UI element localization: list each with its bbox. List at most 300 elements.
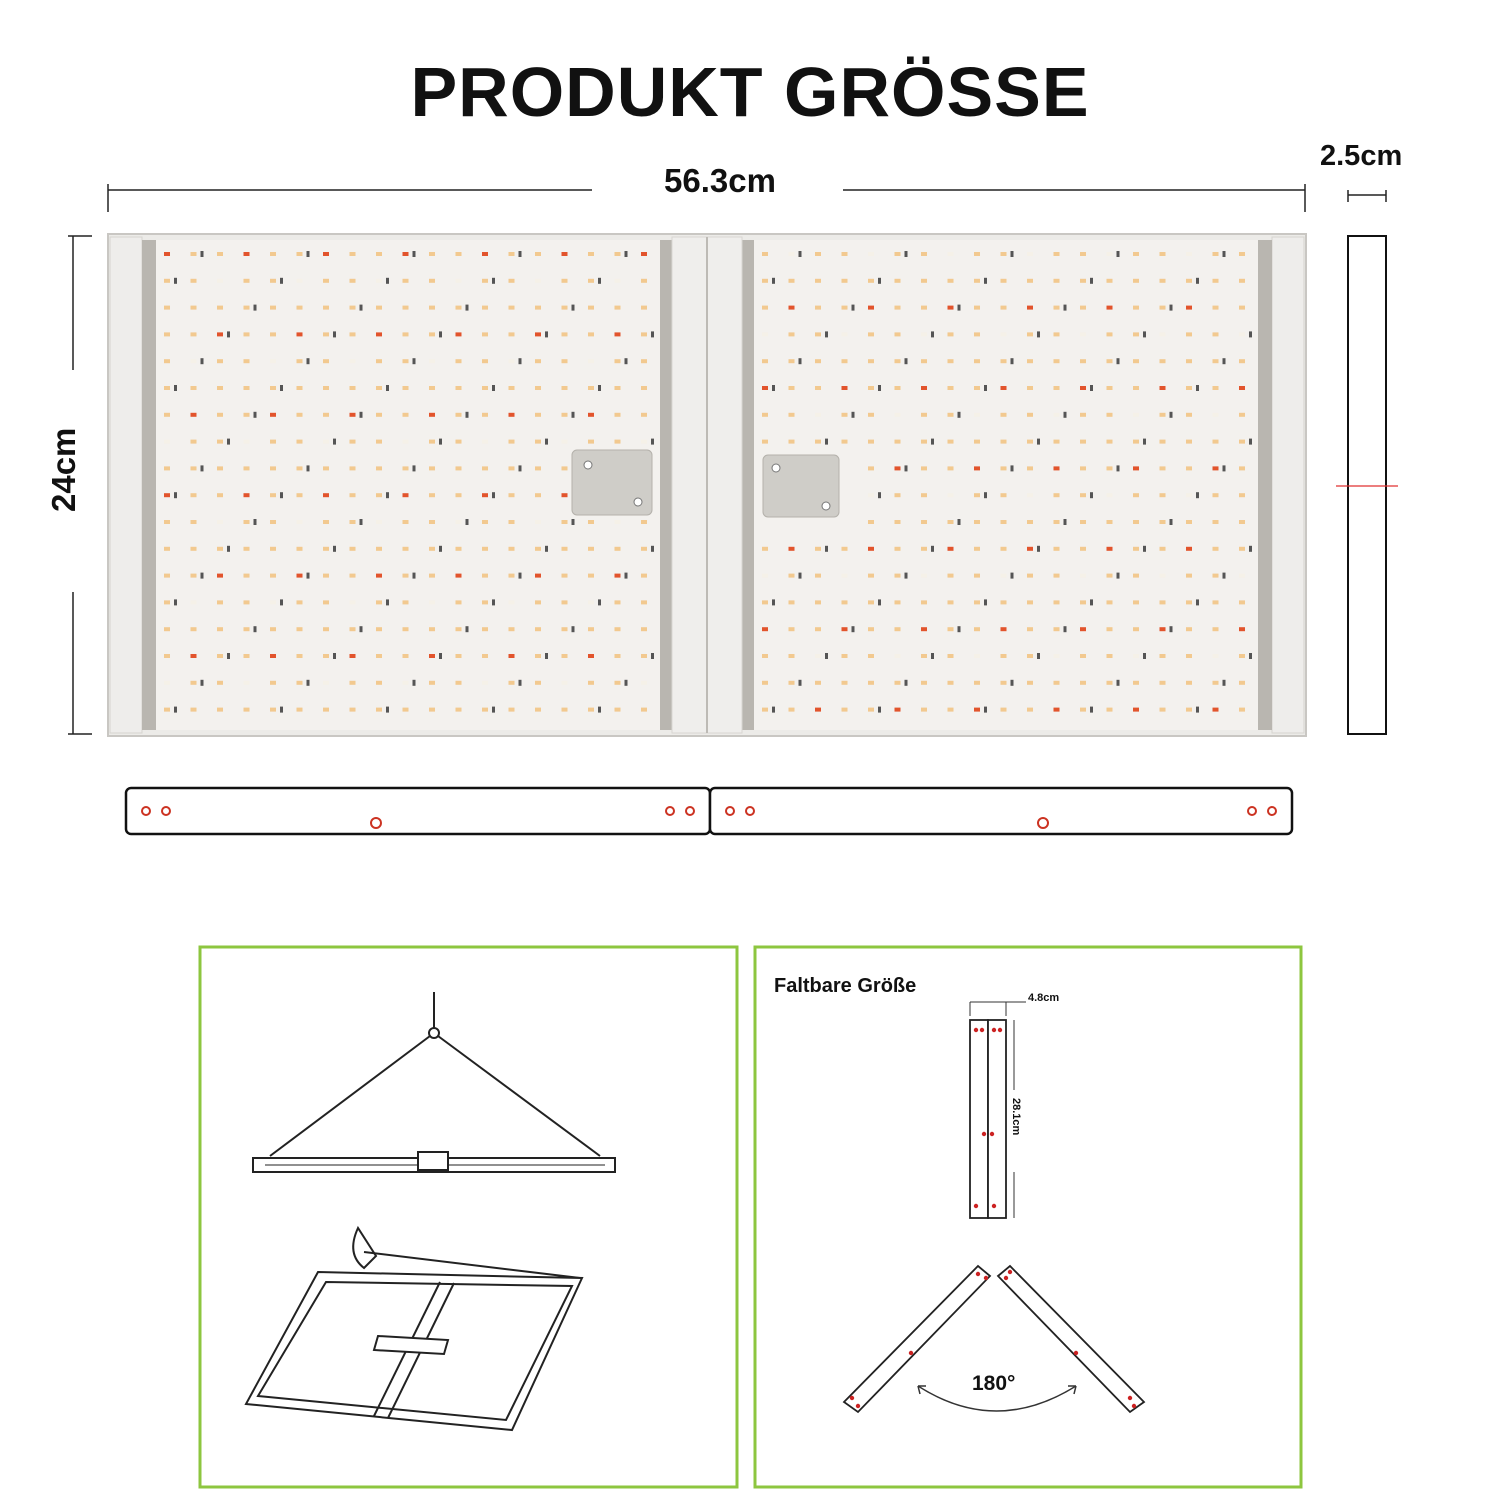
led-resistor xyxy=(772,707,775,713)
led-chip xyxy=(588,359,594,363)
led-chip xyxy=(244,332,250,336)
led-resistor xyxy=(984,707,987,713)
led-resistor xyxy=(1223,573,1226,579)
led-chip xyxy=(815,279,821,283)
led-chip xyxy=(323,466,329,470)
led-resistor xyxy=(1170,626,1173,632)
led-chip xyxy=(1027,574,1033,578)
led-chip xyxy=(1186,600,1192,604)
led-chip xyxy=(1080,386,1086,390)
led-chip xyxy=(297,600,303,604)
led-chip xyxy=(297,520,303,524)
led-chip xyxy=(762,306,768,310)
led-chip xyxy=(1239,574,1245,578)
led-chip xyxy=(868,440,874,444)
led-resistor xyxy=(1249,653,1252,659)
led-chip xyxy=(641,332,647,336)
led-chip xyxy=(509,359,515,363)
led-chip xyxy=(270,413,276,417)
led-chip xyxy=(164,413,170,417)
led-resistor xyxy=(1090,385,1093,391)
led-chip xyxy=(762,440,768,444)
led-resistor xyxy=(519,680,522,686)
led-resistor xyxy=(519,358,522,364)
led-chip xyxy=(921,466,927,470)
led-chip xyxy=(456,627,462,631)
led-chip xyxy=(376,386,382,390)
led-resistor xyxy=(905,680,908,686)
led-chip xyxy=(403,279,409,283)
led-chip xyxy=(1186,520,1192,524)
led-resistor xyxy=(439,546,442,552)
led-chip xyxy=(1107,708,1113,712)
led-chip xyxy=(1054,386,1060,390)
led-chip xyxy=(1080,252,1086,256)
led-chip xyxy=(1001,413,1007,417)
led-resistor xyxy=(852,412,855,418)
led-chip xyxy=(1133,520,1139,524)
led-chip xyxy=(1160,547,1166,551)
led-chip xyxy=(948,332,954,336)
led-chip xyxy=(270,359,276,363)
led-resistor xyxy=(201,680,204,686)
led-chip xyxy=(1160,332,1166,336)
led-chip xyxy=(244,413,250,417)
led-chip xyxy=(815,681,821,685)
led-chip xyxy=(429,386,435,390)
led-chip xyxy=(1213,547,1219,551)
led-chip xyxy=(456,252,462,256)
led-chip xyxy=(1107,547,1113,551)
led-chip xyxy=(948,654,954,658)
led-chip xyxy=(588,627,594,631)
led-chip xyxy=(1080,332,1086,336)
led-chip xyxy=(641,574,647,578)
led-chip xyxy=(350,708,356,712)
led-chip xyxy=(842,413,848,417)
led-chip xyxy=(1027,520,1033,524)
led-chip xyxy=(350,466,356,470)
led-chip xyxy=(921,627,927,631)
led-resistor xyxy=(772,385,775,391)
led-resistor xyxy=(227,331,230,337)
led-chip xyxy=(244,493,250,497)
led-chip xyxy=(323,440,329,444)
led-chip xyxy=(244,654,250,658)
driver-box-left xyxy=(572,450,652,515)
led-chip xyxy=(1027,306,1033,310)
led-chip xyxy=(509,413,515,417)
led-chip xyxy=(350,252,356,256)
led-chip xyxy=(1080,520,1086,524)
led-chip xyxy=(191,252,197,256)
led-chip xyxy=(1160,520,1166,524)
led-chip xyxy=(1239,279,1245,283)
led-chip xyxy=(1001,386,1007,390)
led-resistor xyxy=(799,573,802,579)
led-chip xyxy=(191,332,197,336)
led-chip xyxy=(1239,547,1245,551)
led-chip xyxy=(1054,681,1060,685)
led-chip xyxy=(403,359,409,363)
led-chip xyxy=(1133,386,1139,390)
led-chip xyxy=(509,493,515,497)
led-chip xyxy=(974,359,980,363)
led-resistor xyxy=(772,278,775,284)
led-chip xyxy=(509,654,515,658)
led-chip xyxy=(562,466,568,470)
led-chip xyxy=(535,440,541,444)
led-resistor xyxy=(825,546,828,552)
led-chip xyxy=(1213,466,1219,470)
led-chip xyxy=(535,306,541,310)
led-chip xyxy=(762,627,768,631)
led-chip xyxy=(217,708,223,712)
led-resistor xyxy=(651,653,654,659)
led-chip xyxy=(376,681,382,685)
led-chip xyxy=(1107,306,1113,310)
led-chip xyxy=(323,708,329,712)
led-chip xyxy=(1186,386,1192,390)
led-chip xyxy=(615,627,621,631)
led-chip xyxy=(1080,574,1086,578)
led-chip xyxy=(350,386,356,390)
led-chip xyxy=(1107,332,1113,336)
led-chip xyxy=(1107,279,1113,283)
led-chip xyxy=(868,386,874,390)
led-chip xyxy=(1186,440,1192,444)
led-resistor xyxy=(280,707,283,713)
led-chip xyxy=(244,681,250,685)
led-resistor xyxy=(1090,492,1093,498)
led-resistor xyxy=(905,251,908,257)
led-chip xyxy=(762,252,768,256)
led-chip xyxy=(815,306,821,310)
led-chip xyxy=(482,654,488,658)
led-chip xyxy=(1001,627,1007,631)
led-chip xyxy=(868,520,874,524)
led-resistor xyxy=(492,385,495,391)
led-chip xyxy=(762,681,768,685)
led-chip xyxy=(191,493,197,497)
led-chip xyxy=(1001,600,1007,604)
led-chip xyxy=(562,520,568,524)
led-resistor xyxy=(651,331,654,337)
led-chip xyxy=(244,547,250,551)
depth-dimension-label: 2.5cm xyxy=(1320,140,1403,172)
led-chip xyxy=(323,252,329,256)
led-chip xyxy=(588,252,594,256)
folded-panel-view xyxy=(970,1020,1006,1218)
led-chip xyxy=(562,279,568,283)
led-chip xyxy=(974,386,980,390)
led-chip xyxy=(641,359,647,363)
led-chip xyxy=(1107,413,1113,417)
fold-angle-label: 180° xyxy=(972,1372,1016,1395)
led-chip xyxy=(456,279,462,283)
led-chip xyxy=(789,654,795,658)
led-chip xyxy=(350,359,356,363)
led-chip xyxy=(376,413,382,417)
led-chip xyxy=(376,332,382,336)
led-chip xyxy=(615,332,621,336)
led-chip xyxy=(270,493,276,497)
led-resistor xyxy=(1011,465,1014,471)
led-chip xyxy=(974,627,980,631)
led-resistor xyxy=(1249,546,1252,552)
led-chip xyxy=(403,681,409,685)
led-chip xyxy=(1054,547,1060,551)
led-resistor xyxy=(825,439,828,445)
led-chip xyxy=(350,332,356,336)
led-resistor xyxy=(1090,599,1093,605)
led-resistor xyxy=(1064,519,1067,525)
led-resistor xyxy=(492,599,495,605)
led-chip xyxy=(1027,413,1033,417)
led-chip xyxy=(921,708,927,712)
led-resistor xyxy=(1037,439,1040,445)
led-chip xyxy=(456,520,462,524)
led-chip xyxy=(762,386,768,390)
led-chip xyxy=(217,279,223,283)
led-chip xyxy=(895,386,901,390)
led-chip xyxy=(217,574,223,578)
led-chip xyxy=(297,332,303,336)
led-chip xyxy=(403,520,409,524)
led-chip xyxy=(641,386,647,390)
led-chip xyxy=(1054,574,1060,578)
led-chip xyxy=(350,574,356,578)
led-resistor xyxy=(439,331,442,337)
led-chip xyxy=(948,681,954,685)
led-chip xyxy=(191,413,197,417)
led-chip xyxy=(1160,279,1166,283)
led-chip xyxy=(1001,708,1007,712)
led-chip xyxy=(895,520,901,524)
led-resistor xyxy=(799,358,802,364)
led-chip xyxy=(895,279,901,283)
led-resistor xyxy=(1011,358,1014,364)
led-chip xyxy=(535,386,541,390)
led-chip xyxy=(641,600,647,604)
led-chip xyxy=(509,279,515,283)
led-chip xyxy=(1160,252,1166,256)
led-chip xyxy=(1239,654,1245,658)
led-resistor xyxy=(1037,546,1040,552)
led-chip xyxy=(376,466,382,470)
led-chip xyxy=(270,708,276,712)
led-chip xyxy=(1160,654,1166,658)
led-chip xyxy=(429,600,435,604)
led-chip xyxy=(562,440,568,444)
led-resistor xyxy=(307,358,310,364)
led-chip xyxy=(1186,547,1192,551)
led-chip xyxy=(535,279,541,283)
led-resistor xyxy=(174,599,177,605)
led-chip xyxy=(1160,627,1166,631)
led-chip xyxy=(456,359,462,363)
led-chip xyxy=(815,386,821,390)
led-resistor xyxy=(1196,278,1199,284)
led-chip xyxy=(535,493,541,497)
led-chip xyxy=(350,520,356,524)
led-chip xyxy=(535,466,541,470)
led-chip xyxy=(323,547,329,551)
led-chip xyxy=(1054,654,1060,658)
led-resistor xyxy=(333,331,336,337)
led-chip xyxy=(323,681,329,685)
led-chip xyxy=(350,600,356,604)
led-chip xyxy=(1133,466,1139,470)
led-resistor xyxy=(280,492,283,498)
led-chip xyxy=(164,332,170,336)
led-resistor xyxy=(201,573,204,579)
led-chip xyxy=(895,359,901,363)
led-chip xyxy=(482,708,488,712)
led-resistor xyxy=(1117,680,1120,686)
led-chip xyxy=(895,252,901,256)
led-chip xyxy=(323,574,329,578)
led-chip xyxy=(1133,681,1139,685)
led-chip xyxy=(868,413,874,417)
led-chip xyxy=(323,386,329,390)
led-chip xyxy=(456,681,462,685)
led-resistor xyxy=(799,680,802,686)
led-chip xyxy=(1080,466,1086,470)
led-chip xyxy=(217,493,223,497)
led-resistor xyxy=(1249,439,1252,445)
led-chip xyxy=(217,681,223,685)
led-chip xyxy=(482,547,488,551)
led-resistor xyxy=(307,251,310,257)
led-chip xyxy=(1054,466,1060,470)
led-chip xyxy=(974,600,980,604)
led-resistor xyxy=(905,465,908,471)
led-resistor xyxy=(931,653,934,659)
led-chip xyxy=(297,306,303,310)
led-chip xyxy=(868,359,874,363)
led-resistor xyxy=(1117,573,1120,579)
led-chip xyxy=(217,654,223,658)
led-chip xyxy=(164,493,170,497)
led-chip xyxy=(191,279,197,283)
led-chip xyxy=(217,252,223,256)
led-chip xyxy=(842,252,848,256)
led-chip xyxy=(297,681,303,685)
led-chip xyxy=(456,466,462,470)
led-chip xyxy=(1160,466,1166,470)
led-chip xyxy=(1027,359,1033,363)
led-chip xyxy=(403,386,409,390)
led-chip xyxy=(868,493,874,497)
led-resistor xyxy=(1064,305,1067,311)
led-resistor xyxy=(931,439,934,445)
led-chip xyxy=(641,520,647,524)
led-chip xyxy=(895,547,901,551)
led-chip xyxy=(815,359,821,363)
led-chip xyxy=(535,681,541,685)
led-chip xyxy=(762,279,768,283)
led-chip xyxy=(244,306,250,310)
led-chip xyxy=(509,386,515,390)
led-chip xyxy=(895,681,901,685)
led-chip xyxy=(562,600,568,604)
led-chip xyxy=(456,386,462,390)
led-chip xyxy=(974,654,980,658)
led-chip xyxy=(815,600,821,604)
height-dimension-label: 24cm xyxy=(45,427,82,512)
led-chip xyxy=(815,654,821,658)
led-chip xyxy=(1186,252,1192,256)
led-chip xyxy=(297,627,303,631)
led-chip xyxy=(1160,493,1166,497)
led-chip xyxy=(1107,574,1113,578)
led-chip xyxy=(588,681,594,685)
led-chip xyxy=(244,440,250,444)
led-resistor xyxy=(984,492,987,498)
led-chip xyxy=(868,279,874,283)
folded-width-label: 4.8cm xyxy=(1028,992,1060,1004)
led-chip xyxy=(403,654,409,658)
led-chip xyxy=(350,681,356,685)
led-chip xyxy=(789,332,795,336)
led-chip xyxy=(948,252,954,256)
led-chip xyxy=(789,413,795,417)
led-chip xyxy=(615,708,621,712)
led-chip xyxy=(1133,440,1139,444)
led-chip xyxy=(429,574,435,578)
led-chip xyxy=(789,252,795,256)
led-chip xyxy=(217,600,223,604)
led-resistor xyxy=(984,278,987,284)
led-resistor xyxy=(174,707,177,713)
led-chip xyxy=(191,627,197,631)
led-resistor xyxy=(360,519,363,525)
led-resistor xyxy=(545,546,548,552)
led-chip xyxy=(1213,306,1219,310)
led-chip xyxy=(456,600,462,604)
led-chip xyxy=(921,520,927,524)
led-resistor xyxy=(1196,492,1199,498)
led-chip xyxy=(1001,520,1007,524)
led-chip xyxy=(588,574,594,578)
led-chip xyxy=(842,306,848,310)
led-chip xyxy=(191,681,197,685)
led-chip xyxy=(1054,332,1060,336)
led-chip xyxy=(895,627,901,631)
led-chip xyxy=(429,547,435,551)
led-chip xyxy=(562,681,568,685)
led-chip xyxy=(974,493,980,497)
led-resistor xyxy=(1170,519,1173,525)
led-chip xyxy=(350,306,356,310)
led-chip xyxy=(244,627,250,631)
led-chip xyxy=(641,708,647,712)
led-resistor xyxy=(852,626,855,632)
led-chip xyxy=(615,279,621,283)
led-resistor xyxy=(931,331,934,337)
led-chip xyxy=(921,654,927,658)
led-chip xyxy=(297,386,303,390)
led-chip xyxy=(403,493,409,497)
led-chip xyxy=(948,440,954,444)
led-chip xyxy=(191,440,197,444)
led-chip xyxy=(350,547,356,551)
led-chip xyxy=(1027,708,1033,712)
led-chip xyxy=(588,547,594,551)
led-chip xyxy=(562,574,568,578)
led-chip xyxy=(270,279,276,283)
